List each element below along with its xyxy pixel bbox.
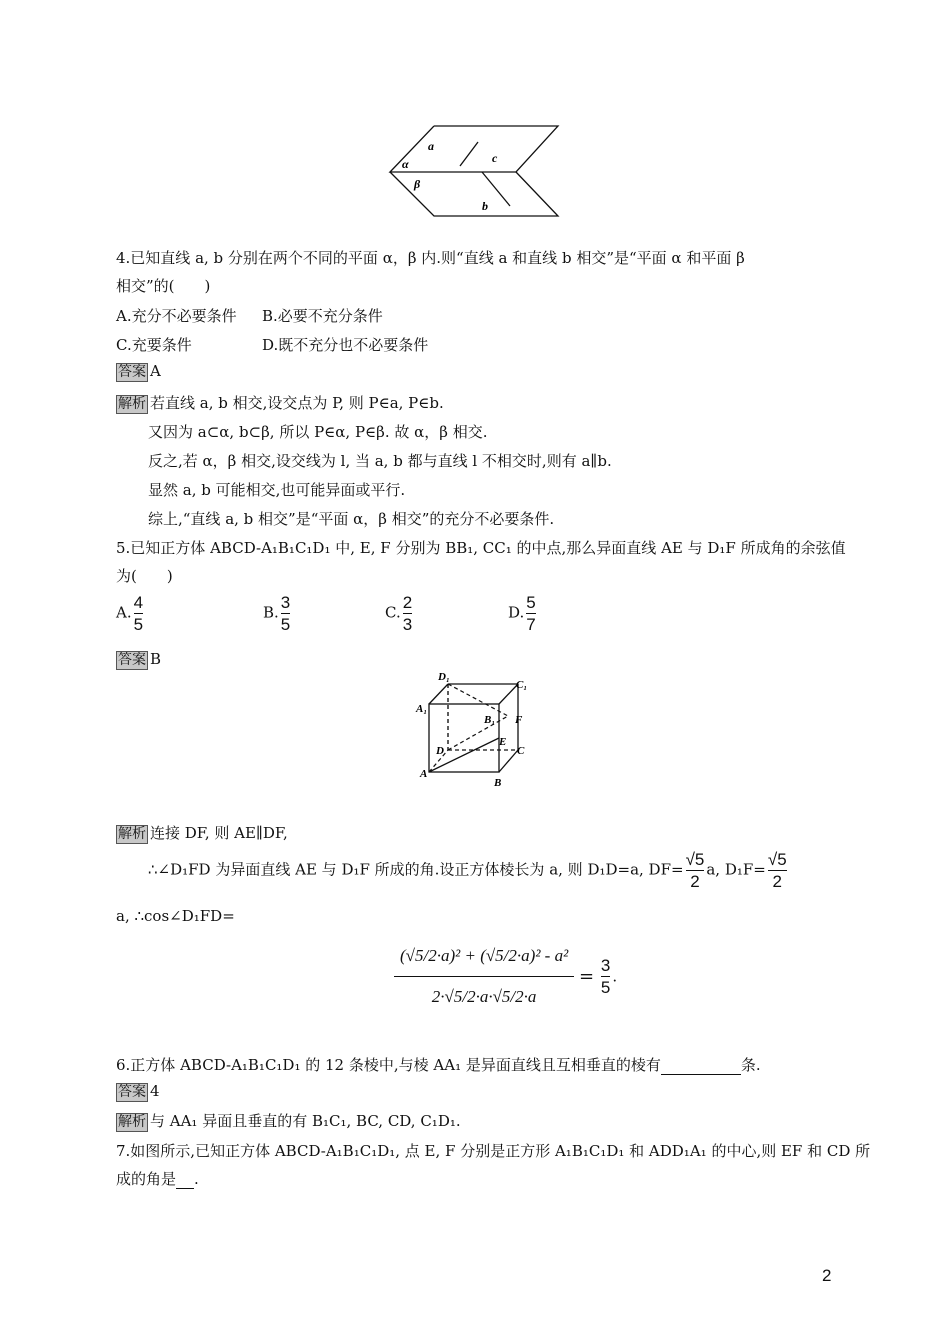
q4-analysis-line2: 又因为 a⊂α, b⊂β, 所以 P∈α, P∈β. 故 α，β 相交. (148, 423, 488, 441)
q5-answer: 答案 B (118, 650, 162, 668)
plane-label-beta: β (414, 177, 421, 191)
cube-label-b: B (494, 777, 502, 789)
cube-label-a: A (420, 768, 428, 780)
q5-option-d: D. $\frac{5}{7}$ (508, 593, 536, 634)
q4-option-c: C.充要条件 (116, 336, 192, 354)
cube-label-d1: D₁ (438, 671, 450, 683)
analysis-tag: 解析 (118, 826, 146, 842)
plane-label-c: c (492, 151, 498, 165)
q5-analysis-line1: 解析 连接 DF, 则 AE∥DF, (118, 824, 288, 842)
q4-analysis-line5: 综上,“直线 a, b 相交”是“平面 α，β 相交”的充分不必要条件. (148, 510, 555, 528)
q4-analysis-line4: 显然 a, b 可能相交,也可能异面或平行. (148, 481, 406, 499)
q4-option-a: A.充分不必要条件 (116, 307, 237, 325)
planes-figure (386, 124, 562, 220)
q4-analysis-line3: 反之,若 α，β 相交,设交线为 l, 当 a, b 都与直线 l 不相交时,则有 a∥b. (148, 452, 612, 470)
q7-stem-line1: 7.如图所示,已知正方体 ABCD-A₁B₁C₁D₁, 点 E, F 分别是正方形 A₁B₁C₁D₁ 和 ADD₁A₁ 的中心,则 EF 和 CD 所 (116, 1142, 871, 1160)
formula-denominator: 2·√5/2·a·√5/2·a (431, 987, 537, 1006)
q5-option-c: C. $\frac{2}{3}$ (385, 593, 413, 634)
cube-label-f: F (515, 714, 523, 726)
q5-analysis-line2: ∴∠D₁FD 为异面直线 AE 与 D₁F 所成的角.设正方体棱长为 a, 则 D₁D=a, DF= $\frac{√5}{2}$ a, D₁F= $\frac{√5}{2}$ (148, 850, 787, 891)
cube-label-c1: C₁ (516, 679, 528, 691)
q6-stem: 6.正方体 ABCD-A₁B₁C₁D₁ 的 12 条棱中,与棱 AA₁ 是异面直线且互相垂直的棱有 条. (116, 1056, 761, 1074)
q6-answer: 答案 4 (118, 1082, 160, 1100)
q5-option-a: A. $\frac{4}{5}$ (116, 593, 144, 634)
q5-option-b: B. $\frac{3}{5}$ (263, 593, 291, 634)
cube-figure (412, 668, 542, 794)
page-number: 2 (822, 1266, 832, 1285)
cube-label-e: E (499, 736, 507, 748)
answer-tag: 答案 (118, 652, 146, 668)
q4-option-b: B.必要不充分条件 (262, 307, 383, 325)
cube-label-b1: B₁ (484, 714, 496, 726)
q4-stem-line1: 4.已知直线 a, b 分别在两个不同的平面 α，β 内.则“直线 a 和直线 b 相交”是“平面 α 和平面 β (116, 249, 745, 267)
plane-label-a: a (428, 139, 434, 153)
plane-label-b: b (482, 199, 488, 213)
cube-label-a1: A₁ (416, 703, 428, 715)
analysis-tag: 解析 (118, 1114, 146, 1130)
answer-tag: 答案 (118, 1084, 146, 1100)
q5-stem-line2: 为( ) (116, 567, 173, 585)
q4-option-d: D.既不充分也不必要条件 (262, 336, 429, 354)
plane-label-alpha: α (402, 157, 409, 171)
formula-numerator: (√5/2·a)² + (√5/2·a)² - a² (394, 936, 574, 977)
answer-tag: 答案 (118, 364, 146, 380)
q6-analysis: 解析 与 AA₁ 异面且垂直的有 B₁C₁, BC, CD, C₁D₁. (118, 1112, 461, 1130)
cube-label-c: C (517, 745, 525, 757)
q4-stem-line2: 相交”的( ) (116, 277, 211, 295)
cube-label-d: D (436, 745, 444, 757)
q6-blank (661, 1056, 741, 1075)
q4-answer: 答案 A (118, 362, 161, 380)
q5-analysis-line3: a, ∴cos∠D₁FD= (116, 907, 235, 925)
q5-stem-line1: 5.已知正方体 ABCD-A₁B₁C₁D₁ 中, E, F 分别为 BB₁, CC₁ 的中点,那么异面直线 AE 与 D₁F 所成角的余弦值 (116, 539, 846, 557)
q7-stem-line2: 成的角是 . (116, 1170, 199, 1188)
analysis-tag: 解析 (118, 396, 146, 412)
q4-analysis-line1: 解析 若直线 a, b 相交,设交点为 P, 则 P∈a, P∈b. (118, 394, 444, 412)
q7-blank (176, 1170, 194, 1189)
cosine-formula: $\frac{\text{(√5/2·a)² + (√5/2·a)² - a²}}{2\cdot√5/2\cdot a\cdot√5/2\cdot a}$ = $\frac{3}{5}$ . (394, 936, 617, 1017)
